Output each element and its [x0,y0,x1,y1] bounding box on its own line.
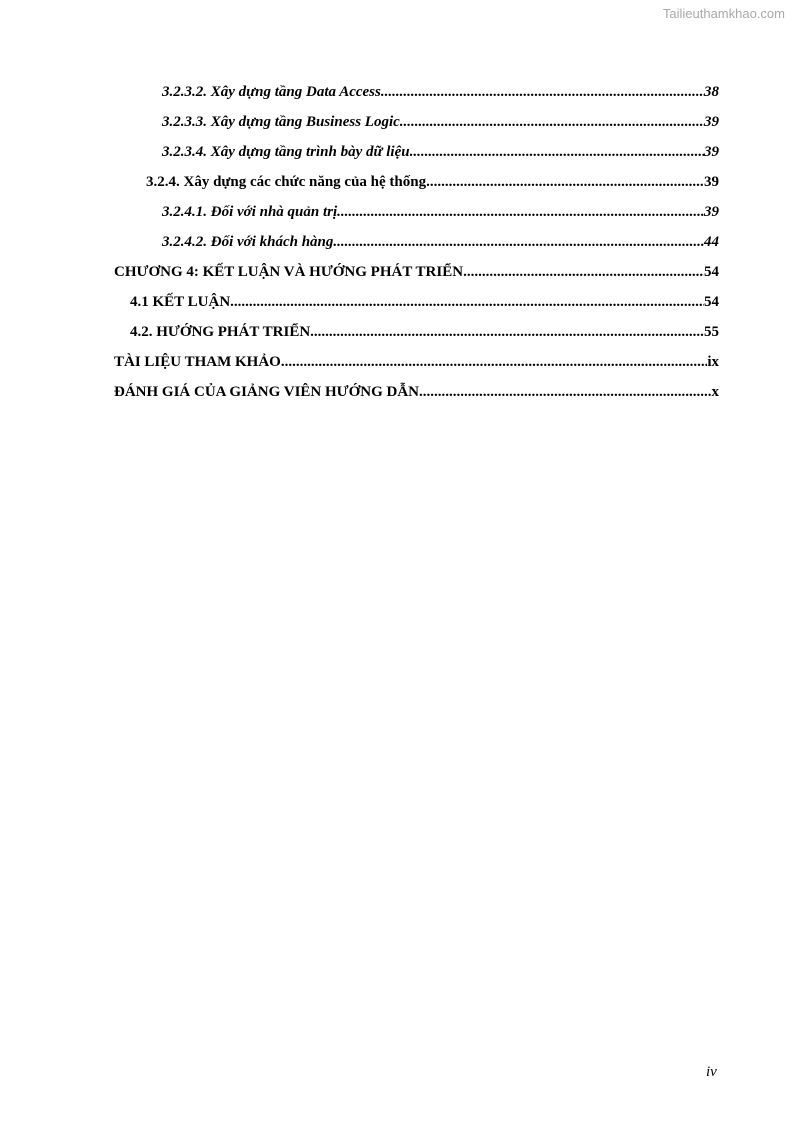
toc-entry-page: 44 [704,234,719,250]
toc-entry-title: 3.2.3.4. Xây dựng tầng trình bày dữ liệu [162,144,410,160]
toc-entry[interactable] [114,257,719,287]
page-number: iv [706,1064,717,1080]
watermark-text: Tailieuthamkhao.com [662,6,785,21]
table-of-contents [0,77,794,407]
toc-entry[interactable] [114,347,719,377]
toc-entry[interactable] [162,107,719,137]
toc-entry-page: 38 [704,84,719,100]
toc-dot-leader [381,82,704,102]
toc-entry-title: 3.2.4.1. Đối với nhà quản trị [162,204,338,220]
toc-entry-page: 39 [704,114,719,130]
toc-entry[interactable] [130,317,719,347]
toc-entry[interactable] [146,167,719,197]
toc-entry[interactable] [162,77,719,107]
toc-entry-title: 3.2.4. Xây dựng các chức năng của hệ thống [146,174,427,190]
toc-entry[interactable] [162,137,719,167]
toc-entry[interactable] [162,197,719,227]
toc-dot-leader [419,382,711,402]
toc-entry[interactable] [162,227,719,257]
toc-entry[interactable] [130,287,719,317]
toc-entry-page: 39 [704,204,719,220]
toc-entry-page: ix [707,354,719,370]
toc-entry-title: 3.2.3.2. Xây dựng tầng Data Access [162,84,381,100]
toc-dot-leader [426,172,704,192]
toc-entry-title: 3.2.4.2. Đối với khách hàng [162,234,334,250]
toc-entry-page: 54 [704,264,719,280]
toc-dot-leader [337,202,704,222]
toc-entry-title: 4.1 KẾT LUẬN [130,294,231,310]
toc-entry-title: 4.2. HƯỚNG PHÁT TRIỂN [130,324,311,340]
toc-entry-title: CHƯƠNG 4: KẾT LUẬN VÀ HƯỚNG PHÁT TRIỂN [114,264,464,280]
toc-dot-leader [400,112,704,132]
toc-entry-page: 39 [704,174,719,190]
toc-entry[interactable] [114,377,719,407]
toc-dot-leader [281,352,707,372]
toc-entry-title: 3.2.3.3. Xây dựng tầng Business Logic [162,114,400,130]
toc-entry-page: x [711,384,719,400]
toc-dot-leader [410,142,704,162]
toc-dot-leader [333,232,704,252]
toc-entry-page: 54 [704,294,719,310]
toc-dot-leader [463,262,704,282]
toc-entry-title: TÀI LIỆU THAM KHẢO [114,354,281,370]
toc-dot-leader [310,322,704,342]
toc-dot-leader [230,292,704,312]
toc-entry-title: ĐÁNH GIÁ CỦA GIẢNG VIÊN HƯỚNG DẪN [114,384,420,400]
toc-entry-page: 55 [704,324,719,340]
toc-entry-page: 39 [704,144,719,160]
